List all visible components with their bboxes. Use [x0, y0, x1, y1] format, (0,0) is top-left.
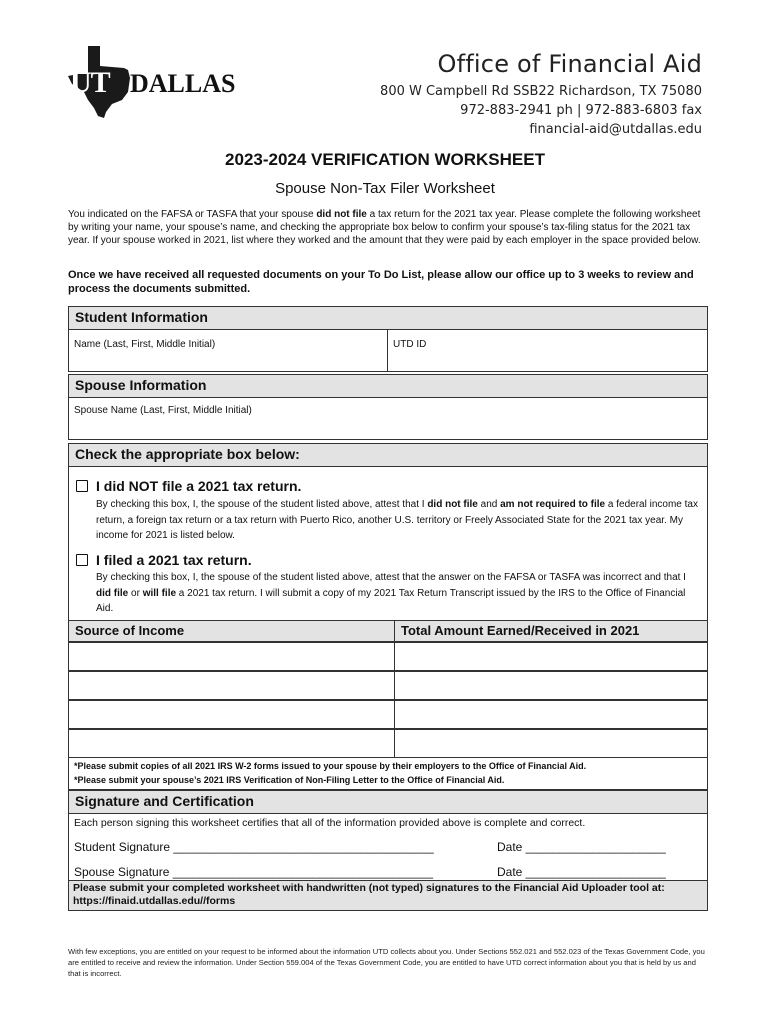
income-source-cell[interactable]	[68, 671, 395, 700]
check-heading: Check the appropriate box below:	[68, 443, 708, 467]
certification-text: Each person signing this worksheet certifies that all of the information provided above is complete and correct.	[74, 817, 586, 829]
spouse-info-heading: Spouse Information	[68, 374, 708, 398]
submit-instructions: Please submit your completed worksheet with handwritten (not typed) signatures to the Financial Aid Uploader tool at: https://finaid.utdallas.edu//forms	[68, 880, 708, 911]
student-info-heading: Student Information	[68, 306, 708, 330]
student-date-line[interactable]: Date _____________________	[497, 840, 666, 854]
student-info-box	[68, 329, 708, 372]
spouse-signature-line[interactable]: Spouse Signature _______________________________________	[74, 865, 434, 879]
office-phones: 972-883-2941 ph | 972-883-6803 fax	[460, 103, 702, 118]
option-did-not-file[interactable]	[76, 478, 301, 494]
logo-ut: UT	[70, 66, 110, 99]
intro-paragraph: You indicated on the FAFSA or TASFA that your spouse did not file a tax return for the 2021 tax year. Please complete the following worksheet by writing your name, your spouse’s name, and checking the appropriate box below to confirm your spouse’s tax-filing status for the 2021 tax year. If your spouse worked in 2021, list where they worked and the amount that they were paid by each employer in the space provided below.	[68, 209, 701, 247]
income-source-cell[interactable]	[68, 729, 395, 758]
income-amount-cell[interactable]	[394, 642, 708, 671]
spouse-info-box	[68, 397, 708, 440]
checkbox-filed[interactable]	[76, 554, 88, 566]
income-amount-cell[interactable]	[394, 729, 708, 758]
w2-note: *Please submit copies of all 2021 IRS W-2 forms issued to your spouse by their employers to the Office of Financial Aid.	[74, 761, 587, 771]
option-filed-text: By checking this box, I, the spouse of the student listed above, attest that the answer on the FAFSA or TASFA was incorrect and that I did file or will file a 2021 tax return. I will submit a copy of my 2021 Tax Return Transcript issued by the IRS to the Office of Financial Aid.	[96, 572, 686, 614]
signature-heading: Signature and Certification	[68, 790, 708, 814]
income-amount-cell[interactable]	[394, 671, 708, 700]
income-amount-cell[interactable]	[394, 700, 708, 729]
checkbox-did-not-file[interactable]	[76, 480, 88, 492]
spouse-name-field[interactable]: Spouse Name (Last, First, Middle Initial)	[74, 405, 252, 416]
option-filed[interactable]	[76, 552, 252, 568]
nonfiling-note: *Please submit your spouse’s 2021 IRS Verification of Non-Filing Letter to the Office of Financial Aid.	[74, 775, 505, 785]
privacy-notice: With few exceptions, you are entitled on your request to be informed about the information UTD collects about you. Under Sections 552.021 and 552.023 of the Texas Government Code, you are entitled to receive and review the information. Under Section 559.004 of the Texas Government Code, you are entitled to have UTD correct information about you that is held by us and that is incorrect.	[68, 947, 705, 978]
income-source-header: Source of Income	[68, 620, 395, 642]
option-filed-label: I filed a 2021 tax return.	[96, 552, 252, 568]
processing-notice: Once we have received all requested documents on your To Do List, please allow our office up to 3 weeks to review and process the documents submitted.	[68, 269, 694, 295]
income-amount-header: Total Amount Earned/Received in 2021	[394, 620, 708, 642]
option-did-not-file-label: I did NOT file a 2021 tax return.	[96, 478, 302, 494]
income-source-cell[interactable]	[68, 642, 395, 671]
divider	[387, 329, 388, 372]
income-source-cell[interactable]	[68, 700, 395, 729]
office-email[interactable]: financial-aid@utdallas.edu	[529, 122, 702, 137]
utd-id-field[interactable]: UTD ID	[393, 339, 427, 350]
worksheet-subtitle: Spouse Non-Tax Filer Worksheet	[275, 180, 495, 197]
office-address: 800 W Campbell Rd SSB22 Richardson, TX 75080	[380, 84, 702, 99]
option-did-not-file-text: By checking this box, I, the spouse of the student listed above, attest that I did not file and am not required to file a federal income tax return, a foreign tax return or a tax return with Puerto Rico, another U.S. territory or Freely Associated State for the 2021 tax year. My income for 2021 is listed below.	[96, 499, 698, 541]
office-title: Office of Financial Aid	[437, 50, 702, 78]
student-signature-line[interactable]: Student Signature _______________________________________	[74, 840, 434, 854]
spouse-date-line[interactable]: Date _____________________	[497, 865, 666, 879]
student-name-field[interactable]: Name (Last, First, Middle Initial)	[74, 339, 216, 350]
worksheet-title: 2023-2024 VERIFICATION WORKSHEET	[225, 150, 545, 169]
utd-logo	[66, 44, 256, 118]
logo-dallas: DALLAS	[130, 69, 236, 98]
